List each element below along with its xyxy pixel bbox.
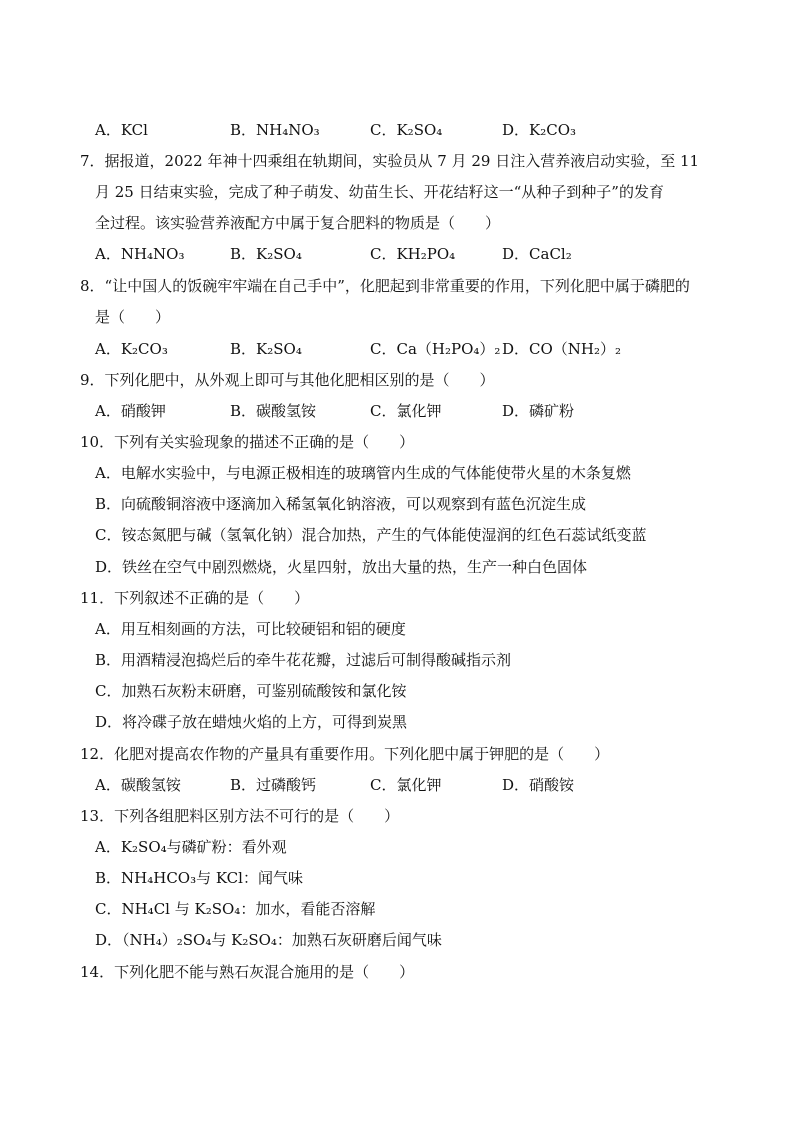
q11-option-b: B．用酒精浸泡捣烂后的牵牛花花瓣，过滤后可制得酸碱指示剂 — [95, 651, 512, 669]
q14-stem: 14．下列化肥不能与熟石灰混合施用的是（ ） — [80, 963, 415, 981]
q6-option-a: A．KCl — [95, 121, 148, 139]
q7-option-c: C．KH₂PO₄ — [370, 245, 456, 263]
q10-stem: 10．下列有关实验现象的描述不正确的是（ ） — [80, 433, 415, 451]
q6-option-b: B．NH₄NO₃ — [230, 121, 320, 139]
q8-stem-line-1: 8．“让中国人的饭碗牢牢端在自己手中”，化肥起到非常重要的作用，下列化肥中属于磷肥的 — [80, 277, 690, 295]
q11-option-c: C．加熟石灰粉末研磨，可鉴别硫酸铵和氯化铵 — [95, 682, 407, 700]
q8-option-b: B．K₂SO₄ — [230, 340, 302, 358]
q8-option-c: C．Ca（H₂PO₄）₂ — [370, 340, 501, 358]
q9-option-c: C．氯化钾 — [370, 402, 442, 420]
q10-option-b: B．向硫酸铜溶液中逐滴加入稀氢氧化钠溶液，可以观察到有蓝色沉淀生成 — [95, 495, 587, 513]
q8-option-d: D．CO（NH₂）₂ — [502, 340, 622, 358]
q13-option-d: D．（NH₄）₂SO₄与 K₂SO₄：加熟石灰研磨后闻气味 — [95, 931, 442, 949]
q12-option-a: A．碳酸氢铵 — [95, 776, 181, 794]
q13-option-c: C．NH₄Cl 与 K₂SO₄：加水，看能否溶解 — [95, 900, 376, 918]
q8-option-a: A．K₂CO₃ — [95, 340, 168, 358]
q7-stem-line-2: 月 25 日结束实验，完成了种子萌发、幼苗生长、开花结籽这一“从种子到种子”的发育 — [95, 183, 664, 201]
q12-option-c: C．氯化钾 — [370, 776, 442, 794]
q10-option-a: A．电解水实验中，与电源正极相连的玻璃管内生成的气体能使带火星的木条复燃 — [95, 464, 631, 482]
q7-option-b: B．K₂SO₄ — [230, 245, 302, 263]
q7-option-a: A．NH₄NO₃ — [95, 245, 185, 263]
q9-option-a: A．硝酸钾 — [95, 402, 166, 420]
q13-option-a: A．K₂SO₄与磷矿粉：看外观 — [95, 838, 287, 856]
q11-option-d: D．将冷碟子放在蜡烛火焰的上方，可得到炭黑 — [95, 713, 408, 731]
q10-option-c: C．铵态氮肥与碱（氢氧化钠）混合加热，产生的气体能使湿润的红色石蕊试纸变蓝 — [95, 526, 647, 544]
q10-option-d: D．铁丝在空气中剧烈燃烧，火星四射，放出大量的热，生产一种白色固体 — [95, 558, 588, 576]
q13-option-b: B．NH₄HCO₃与 KCl：闻气味 — [95, 869, 303, 887]
q6-option-c: C．K₂SO₄ — [370, 121, 443, 139]
q7-option-d: D．CaCl₂ — [502, 245, 572, 263]
q12-option-d: D．硝酸铵 — [502, 776, 575, 794]
q7-stem-line-1: 7．据报道，2022 年神十四乘组在轨期间，实验员从 7 月 29 日注入营养液启动实验，至 11 — [80, 152, 700, 170]
q12-stem: 12．化肥对提高农作物的产量具有重要作用。下列化肥中属于钾肥的是（ ） — [80, 745, 610, 763]
q13-stem: 13．下列各组肥料区别方法不可行的是（ ） — [80, 807, 400, 825]
q11-stem: 11．下列叙述不正确的是（ ） — [80, 589, 310, 607]
q9-option-b: B．碳酸氢铵 — [230, 402, 317, 420]
q11-option-a: A．用互相刻画的方法，可比较硬铝和铝的硬度 — [95, 620, 406, 638]
q7-stem-line-3: 全过程。该实验营养液配方中属于复合肥料的物质是（ ） — [95, 214, 501, 232]
q12-option-b: B．过磷酸钙 — [230, 776, 317, 794]
q9-option-d: D．磷矿粉 — [502, 402, 575, 420]
q9-stem: 9．下列化肥中，从外观上即可与其他化肥相区别的是（ ） — [80, 371, 495, 389]
q8-stem-line-2: 是（ ） — [95, 308, 171, 326]
q6-option-d: D．K₂CO₃ — [502, 121, 577, 139]
